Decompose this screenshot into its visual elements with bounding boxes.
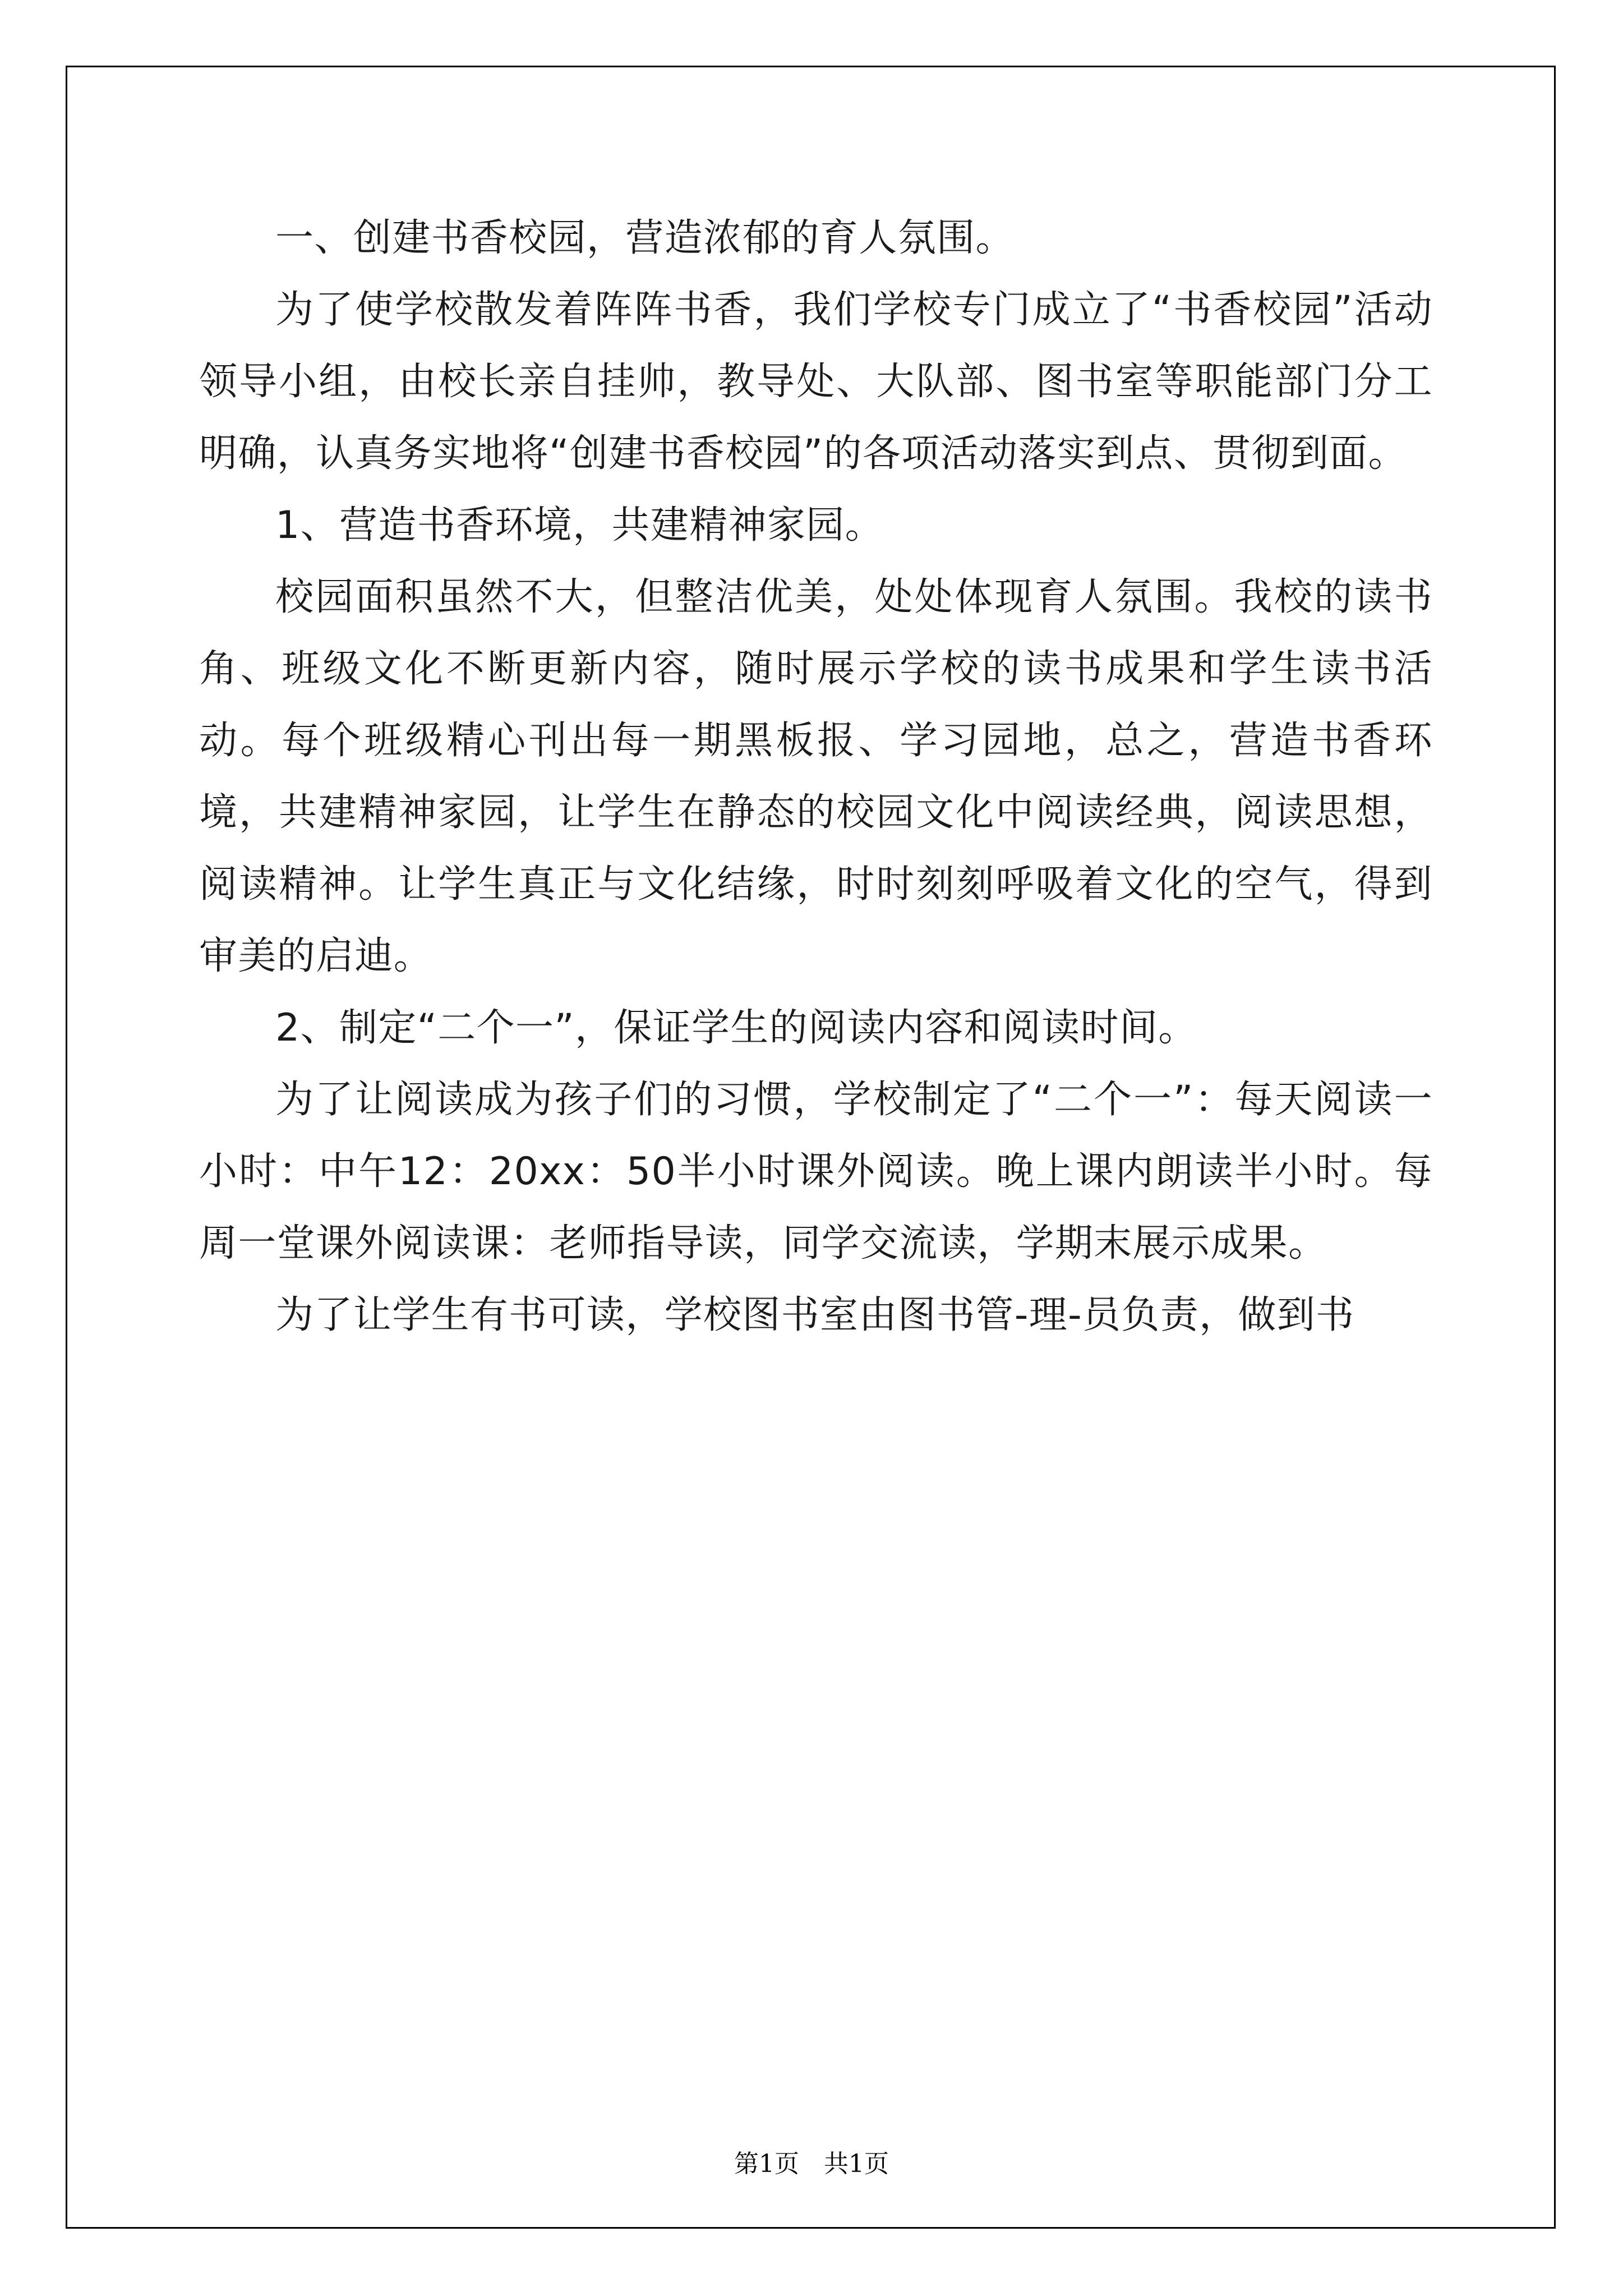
body-paragraph: 为了使学校散发着阵阵书香，我们学校专门成立了“书香校园”活动领导小组，由校长亲自挂帅，教导处、大队部、图书室等职能部门分工明确，认真务实地将“创建书香校园”的各项活动落实到点、贯彻到面。 bbox=[199, 288, 1433, 476]
body-paragraph: 为了让学生有书可读，学校图书室由图书管-理-员负责，做到书 bbox=[275, 1293, 1355, 1337]
section-heading: 一、创建书香校园，营造浓郁的育人氛围。 bbox=[275, 216, 1015, 260]
subsection-heading: 2、制定“二个一”，保证学生的阅读内容和阅读时间。 bbox=[275, 1006, 1197, 1050]
subsection-heading: 1、营造书香环境，共建精神家园。 bbox=[275, 503, 884, 547]
document-body bbox=[199, 203, 1433, 1351]
page-number-footer: 第1页 共1页 bbox=[734, 2150, 889, 2178]
body-paragraph: 为了让阅读成为孩子们的习惯，学校制定了“二个一”：每天阅读一小时：中午12：20xx：50半小时课外阅读。晚上课内朗读半小时。每周一堂课外阅读课：老师指导读，同学交流读，学期末展示成果。 bbox=[199, 1078, 1433, 1266]
body-paragraph: 校园面积虽然不大，但整洁优美，处处体现育人氛围。我校的读书角、班级文化不断更新内容，随时展示学校的读书成果和学生读书活动。每个班级精心刊出每一期黑板报、学习园地，总之，营造书香环境，共建精神家园，让学生在静态的校园文化中阅读经典，阅读思想，阅读精神。让学生真正与文化结缘，时时刻刻呼吸着文化的空气，得到审美的启迪。 bbox=[199, 575, 1433, 978]
